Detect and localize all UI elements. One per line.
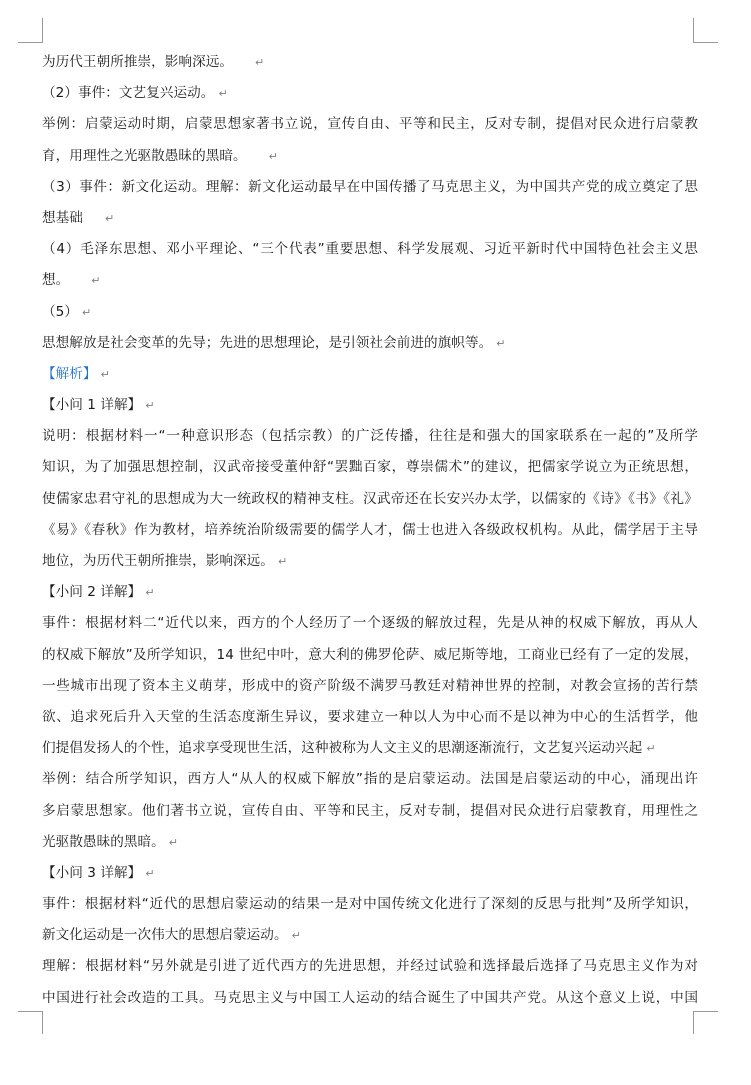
line-text: 育，用理性之光驱散愚昧的黑暗。 [42,147,247,164]
text-line[interactable] [42,265,698,296]
paragraph-mark-icon: ↵ [646,742,656,756]
line-text: 【小问 1 详解】 [42,397,142,414]
line-text: 举例：启蒙运动时期，启蒙思想家著书立说，宣传自由、平等和民主，反对专制，提倡对民众进行启蒙教 [42,116,698,133]
page-corner-mark-top-left [18,18,43,43]
text-line[interactable] [42,390,698,421]
text-line[interactable] [42,796,698,827]
document-body[interactable] [42,47,698,1014]
line-text: 【小问 2 详解】 [42,584,142,601]
text-line[interactable] [42,109,698,140]
page-corner-mark-top-right [693,18,718,43]
text-line[interactable] [42,203,698,234]
text-line[interactable] [42,733,698,764]
text-line[interactable] [42,983,698,1014]
line-text: 的权威下解放”及所学知识，14 世纪中叶，意大利的佛罗伦萨、威尼斯等地，工商业已经有了一定的发展， [42,646,698,663]
text-line[interactable] [42,577,698,608]
paragraph-mark-icon: ↵ [91,274,101,288]
text-line[interactable] [42,359,698,390]
line-text: 光驱散愚昧的黑暗。 [42,833,165,850]
text-line[interactable] [42,47,698,78]
line-text: 中国进行社会改造的工具。马克思主义与中国工人运动的结合诞生了中国共产党。从这个意义上说，中国 [42,989,698,1006]
text-line[interactable] [42,297,698,328]
line-text: 说明：根据材料一“一种意识形态（包括宗教）的广泛传播，往往是和强大的国家联系在一起的”及所学 [42,428,698,445]
text-line[interactable] [42,671,698,702]
paragraph-mark-icon: ↵ [145,399,155,413]
line-text: 地位，为历代王朝所推崇，影响深远。 [42,553,274,569]
paragraph-mark-icon: ↵ [168,835,179,849]
text-line[interactable] [42,764,698,795]
text-line[interactable] [42,827,698,858]
line-text: 《易》《春秋》作为教材，培养统治阶级需要的儒学人才，儒士也进入各级政权机构。从此，儒学居于主导 [42,521,698,538]
line-text: 理解：根据材料“另外就是引进了近代西方的先进思想，并经过试验和选择最后选择了马克思主义作为对 [42,958,698,975]
line-text: 【解析】 [42,365,97,382]
text-line[interactable] [42,78,698,109]
text-line[interactable] [42,328,698,359]
line-text: 知识，为了加强思想控制，汉武帝接受董仲舒“罢黜百家，尊崇儒术”的建议，把儒家学说立为正统思想， [42,459,698,476]
text-line[interactable] [42,889,698,920]
line-text: 欲、追求死后升入天堂的生活态度渐生异议，要求建立一种以人为中心而不是以神为中心的生活哲学，他 [42,708,698,725]
line-text: （2）事件：文艺复兴运动。 [42,85,215,102]
text-line[interactable] [42,546,698,577]
text-line[interactable] [42,452,698,483]
paragraph-mark-icon: ↵ [277,555,288,568]
paragraph-mark-icon: ↵ [145,866,155,880]
text-line[interactable] [42,141,698,172]
line-text: 想。 [42,272,70,289]
paragraph-mark-icon: ↵ [82,305,92,319]
paragraph-mark-icon: ↵ [145,586,155,600]
text-line[interactable] [42,951,698,982]
line-text: 们提倡发扬人的个性，追求享受现世生活，这种被称为人文主义的思潮逐渐流行，文艺复兴运动兴起 [42,740,643,757]
text-line[interactable] [42,920,698,951]
page-corner-mark-bottom-right [693,1011,718,1034]
paragraph-mark-icon: ↵ [291,929,301,943]
text-line[interactable] [42,858,698,889]
line-text: 使儒家忠君守礼的思想成为大一统政权的精神支柱。汉武帝还在长安兴办太学，以儒家的《诗》《书》《礼》 [42,490,698,507]
line-text: 一些城市出现了资本主义萌芽，形成中的资产阶级不满罗马教廷对精神世界的控制，对教会宣扬的苦行禁 [42,677,698,694]
text-line[interactable] [42,515,698,546]
page-corner-mark-bottom-left [18,1011,43,1034]
text-line[interactable] [42,421,698,452]
text-line[interactable] [42,608,698,639]
paragraph-mark-icon: ↵ [100,367,110,381]
paragraph-mark-icon: ↵ [218,87,228,101]
paragraph-mark-icon: ↵ [496,336,506,350]
line-text: 【小问 3 详解】 [42,864,142,881]
paragraph-mark-icon: ↵ [268,149,278,163]
line-text: 事件：根据材料二“近代以来，西方的个人经历了一个逐级的解放过程，先是从神的权威下解放，再从人 [42,615,698,632]
line-text: 多启蒙思想家。他们著书立说，宣传自由、平等和民主，反对专制，提倡对民众进行启蒙教育，用理性之 [42,802,698,819]
line-text: 新文化运动是一次伟大的思想启蒙运动。 [42,927,288,944]
line-text: （5） [42,303,78,320]
text-line[interactable] [42,702,698,733]
line-text: 想基础 [42,209,83,226]
text-line[interactable] [42,484,698,515]
line-text: （4）毛泽东思想、邓小平理论、“三个代表”重要思想、科学发展观、习近平新时代中国特色社会主义思 [42,241,698,258]
paragraph-mark-icon: ↵ [255,56,265,69]
paragraph-mark-icon: ↵ [104,211,115,225]
line-text: 举例：结合所学知识，西方人“从人的权威下解放”指的是启蒙运动。法国是启蒙运动的中心，涌现出许 [42,771,698,788]
line-text: 思想解放是社会变革的先导；先进的思想理论，是引领社会前进的旗帜等。 [42,334,493,351]
text-line[interactable] [42,640,698,671]
line-text: （3）事件：新文化运动。理解：新文化运动最早在中国传播了马克思主义，为中国共产党的成立奠定了思 [42,178,698,195]
text-line[interactable] [42,234,698,265]
line-text: 为历代王朝所推崇，影响深远。 [42,54,234,70]
line-text: 事件：根据材料“近代的思想启蒙运动的结果一是对中国传统文化进行了深刻的反思与批判”及所学知识， [42,896,698,913]
text-line[interactable] [42,172,698,203]
